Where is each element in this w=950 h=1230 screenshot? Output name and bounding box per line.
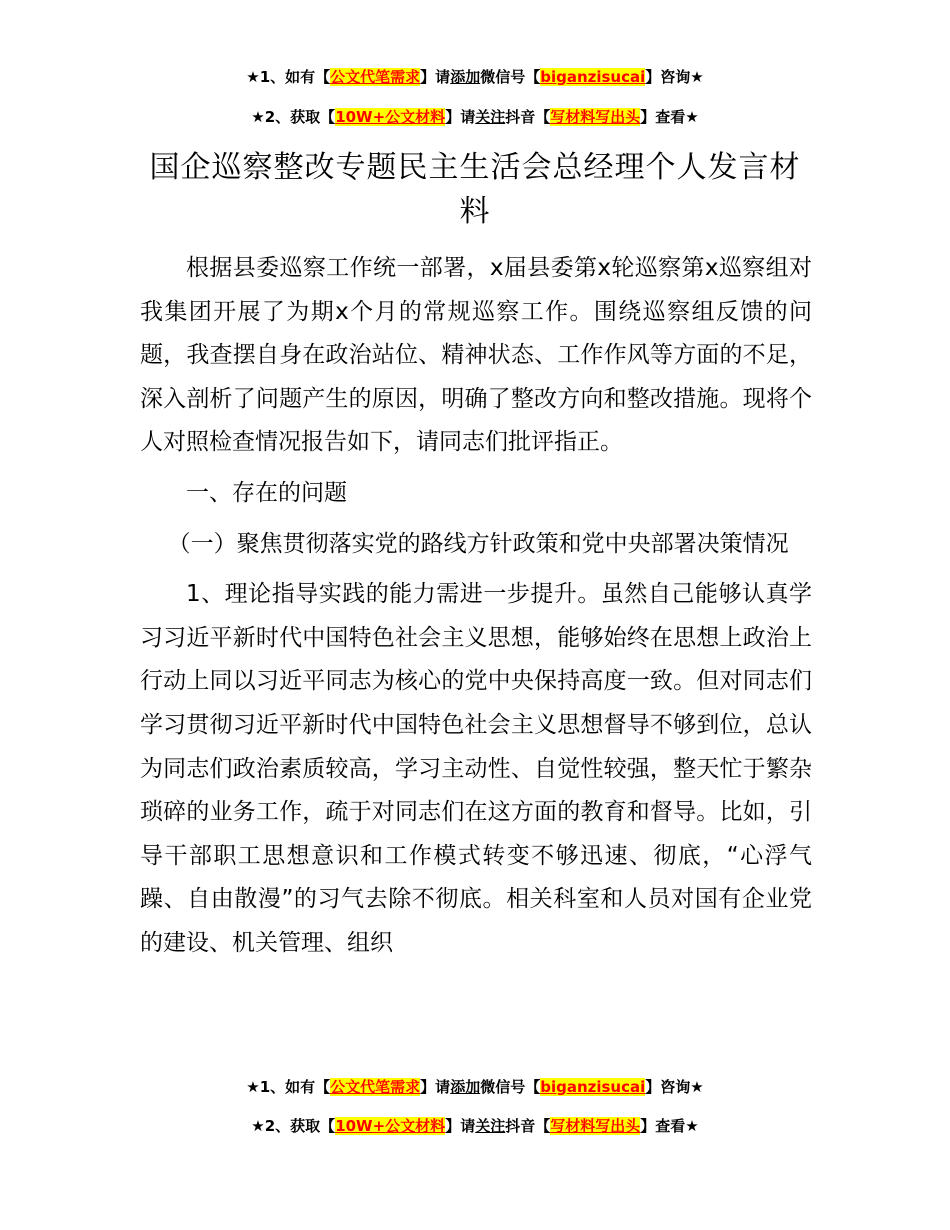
header-promo-line-1	[0, 66, 950, 88]
paragraph-item-1: 1、理论指导实践的能力需进一步提升。虽然自己能够认真学习习近平新时代中国特色社会主义思想，能够始终在思想上政治上行动上同以习近平同志为核心的党中央保持高度一致。但对同志们学习贯彻习近平新时代中国特色社会主义思想督导不够到位，总认为同志们政治素质较高，学习主动性、自觉性较强，整天忙于繁杂琐碎的业务工作，疏于对同志们在这方面的教育和督导。比如，引导干部职工思想意识和工作模式转变不够迅速、彻底，“心浮气躁、自由散漫”的习气去除不彻底。相关科室和人员对国有企业党的建设、机关管理、组织	[140, 581, 812, 956]
promo-underlined: 关注	[475, 1117, 506, 1135]
paragraph-intro: 根据县委巡察工作统一部署，x届县委第x轮巡察第x巡察组对我集团开展了为期x个月的常规巡察工作。围绕巡察组反馈的问题，我查摆自身在政治站位、精神状态、工作作风等方面的不足，深入剖析了问题产生的原因，明确了整改方向和整改措施。现将个人对照检查情况报告如下，请同志们批评指正。	[140, 255, 812, 456]
promo-text: 】请	[420, 1078, 451, 1096]
section-heading: 一、存在的问题	[186, 479, 347, 506]
document-title: 国企巡察整改专题民主生活会总经理个人发言材料	[149, 150, 801, 229]
promo-highlight: 10W+公文材料	[335, 1117, 446, 1135]
promo-highlight: 公文代笔需求	[330, 1078, 421, 1096]
promo-prefix: ★1、如有【	[246, 1078, 331, 1096]
promo-suffix: 】查看★	[640, 108, 699, 126]
subsection-heading: （一）聚焦贯彻落实党的路线方针政策和党中央部署决策情况	[167, 530, 789, 557]
footer-promo-line-2	[0, 1115, 950, 1137]
promo-text: 抖音【	[505, 108, 551, 126]
promo-suffix: 】咨询★	[645, 1078, 704, 1096]
header-promo-line-2	[0, 106, 950, 128]
promo-highlight: 公文代笔需求	[330, 68, 421, 86]
promo-text: 】请	[445, 1117, 476, 1135]
promo-highlight: biganzisucai	[540, 68, 646, 86]
promo-highlight: 写材料写出头	[550, 108, 641, 126]
promo-text: 微信号【	[480, 68, 541, 86]
promo-underlined: 添加	[450, 68, 481, 86]
promo-underlined: 添加	[450, 1078, 481, 1096]
promo-text: 】请	[445, 108, 476, 126]
footer-promo-line-1	[0, 1076, 950, 1098]
promo-highlight: biganzisucai	[540, 1078, 646, 1096]
promo-text: 微信号【	[480, 1078, 541, 1096]
promo-text: 】请	[420, 68, 451, 86]
promo-prefix: ★2、获取【	[251, 108, 336, 126]
promo-highlight: 10W+公文材料	[335, 108, 446, 126]
promo-underlined: 关注	[475, 108, 506, 126]
promo-suffix: 】咨询★	[645, 68, 704, 86]
document-body	[140, 247, 812, 973]
promo-highlight: 写材料写出头	[550, 1117, 641, 1135]
promo-text: 抖音【	[505, 1117, 551, 1135]
promo-prefix: ★1、如有【	[246, 68, 331, 86]
promo-prefix: ★2、获取【	[251, 1117, 336, 1135]
promo-suffix: 】查看★	[640, 1117, 699, 1135]
